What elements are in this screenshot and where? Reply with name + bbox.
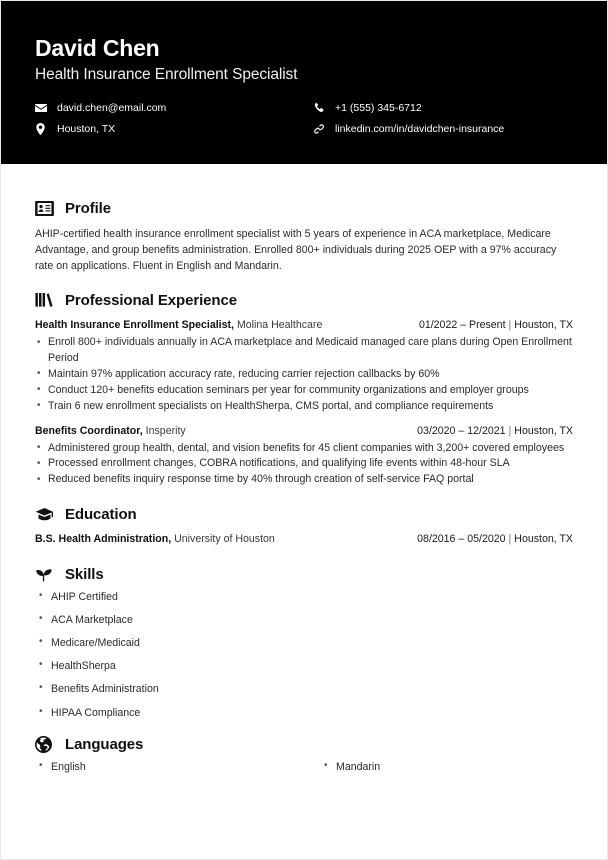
skills-list	[35, 592, 573, 718]
envelope-icon	[35, 102, 50, 114]
graduation-cap-icon	[35, 504, 56, 524]
education-entry-header	[35, 532, 573, 548]
list-item: • Conduct 120+ benefits education seminars per year for community organizations and employer groups	[35, 383, 573, 399]
link-icon	[313, 123, 328, 135]
section-title-education: Education	[65, 505, 137, 523]
list-item: • HIPAA Compliance	[35, 708, 573, 719]
education-entry-meta	[417, 532, 573, 548]
map-pin-icon	[35, 123, 50, 135]
experience-role: Health Insurance Enrollment Specialist,	[35, 319, 234, 332]
education-location: Houston, TX	[514, 533, 573, 546]
resume-body	[1, 164, 607, 773]
list-item: • Administered group health, dental, and vision benefits for 45 client companies with 3,200+ covered employees	[35, 441, 573, 457]
candidate-name: David Chen	[35, 35, 160, 61]
education-entry	[35, 532, 573, 548]
section-skills	[35, 564, 573, 718]
list-item: • ACA Marketplace	[35, 615, 573, 626]
seedling-icon	[35, 564, 56, 584]
contact-link[interactable]	[313, 123, 573, 135]
section-header-profile	[35, 198, 573, 218]
contact-email[interactable]	[35, 102, 313, 114]
candidate-job-title: Health Insurance Enrollment Specialist	[35, 66, 298, 84]
languages-list	[35, 762, 573, 773]
resume-header	[1, 1, 607, 164]
section-title-skills: Skills	[65, 565, 104, 583]
education-entry-title-group	[35, 532, 417, 548]
contact-location-label: Houston, TX	[57, 123, 116, 136]
list-item: • Reduced benefits inquiry response time by 40% through creation of self-service FAQ portal	[35, 472, 573, 488]
section-title-experience: Professional Experience	[65, 291, 237, 309]
section-header-education	[35, 504, 573, 524]
books-icon	[35, 290, 56, 310]
experience-entry-title-group	[35, 424, 417, 440]
contact-link-label: linkedin.com/in/davidchen-insurance	[335, 123, 505, 136]
list-item: • Train 6 new enrollment specialists on HealthSherpa, CMS portal, and compliance requirements	[35, 399, 573, 415]
phone-icon	[313, 102, 328, 114]
section-header-skills	[35, 564, 573, 584]
experience-entry-title-group	[35, 318, 419, 334]
experience-location: Houston, TX	[514, 424, 573, 437]
experience-role: Benefits Coordinator,	[35, 424, 143, 437]
contact-phone[interactable]	[313, 102, 573, 114]
id-card-icon	[35, 198, 56, 218]
experience-entry-header	[35, 424, 573, 440]
section-profile	[35, 198, 573, 274]
experience-organization: Molina Healthcare	[236, 319, 323, 332]
experience-entry	[35, 424, 573, 489]
contact-phone-label: +1 (555) 345-6712	[335, 102, 422, 115]
contact-email-label: david.chen@email.com	[57, 102, 167, 115]
section-title-languages: Languages	[65, 735, 144, 753]
experience-entry-header	[35, 318, 573, 334]
list-item: • Mandarin	[320, 762, 573, 773]
list-item: • Enroll 800+ individuals annually in ACA marketplace and Medicaid managed care plans during Open Enrollment Period	[35, 335, 573, 367]
experience-organization: Insperity	[145, 424, 186, 437]
profile-summary-text: AHIP-certified health insurance enrollment specialist with 5 years of experience in ACA marketplace, Medicare Advantage, and group benefits administration. Enrolled 800+ individuals during 2025 OEP with a 97% accuracy rate on applications. Fluent in English and Mandarin.	[35, 228, 557, 273]
section-header-experience	[35, 290, 573, 310]
list-item: • Medicare/Medicaid	[35, 638, 573, 649]
section-experience	[35, 290, 573, 488]
section-education	[35, 504, 573, 548]
experience-bullet-list	[35, 441, 573, 489]
contact-location	[35, 123, 313, 135]
contact-info-grid	[35, 102, 573, 135]
globe-icon	[35, 734, 56, 754]
list-item: • English	[35, 762, 320, 773]
list-item: • Processed enrollment changes, COBRA notifications, and qualifying life events within 48-hour SLA	[35, 456, 573, 472]
experience-entry-meta	[419, 318, 573, 334]
experience-dates: 01/2022 – Present	[418, 319, 506, 332]
list-item: • AHIP Certified	[35, 592, 573, 603]
experience-location: Houston, TX	[514, 319, 573, 332]
meta-separator: |	[508, 424, 512, 437]
education-dates: 08/2016 – 05/2020	[417, 533, 506, 546]
list-item: • Benefits Administration	[35, 684, 573, 695]
list-item: • HealthSherpa	[35, 661, 573, 672]
section-header-languages	[35, 734, 573, 754]
list-item: • Maintain 97% application accuracy rate, reducing carrier rejection callbacks by 60%	[35, 367, 573, 383]
experience-dates: 03/2020 – 12/2021	[417, 424, 506, 437]
meta-separator: |	[508, 533, 512, 546]
experience-bullet-list	[35, 335, 573, 414]
meta-separator: |	[508, 319, 512, 332]
education-degree: B.S. Health Administration,	[35, 533, 172, 546]
section-title-profile: Profile	[65, 199, 111, 217]
experience-entry-meta	[417, 424, 573, 440]
education-institution: University of Houston	[174, 533, 275, 546]
experience-entry	[35, 318, 573, 414]
section-languages	[35, 734, 573, 773]
